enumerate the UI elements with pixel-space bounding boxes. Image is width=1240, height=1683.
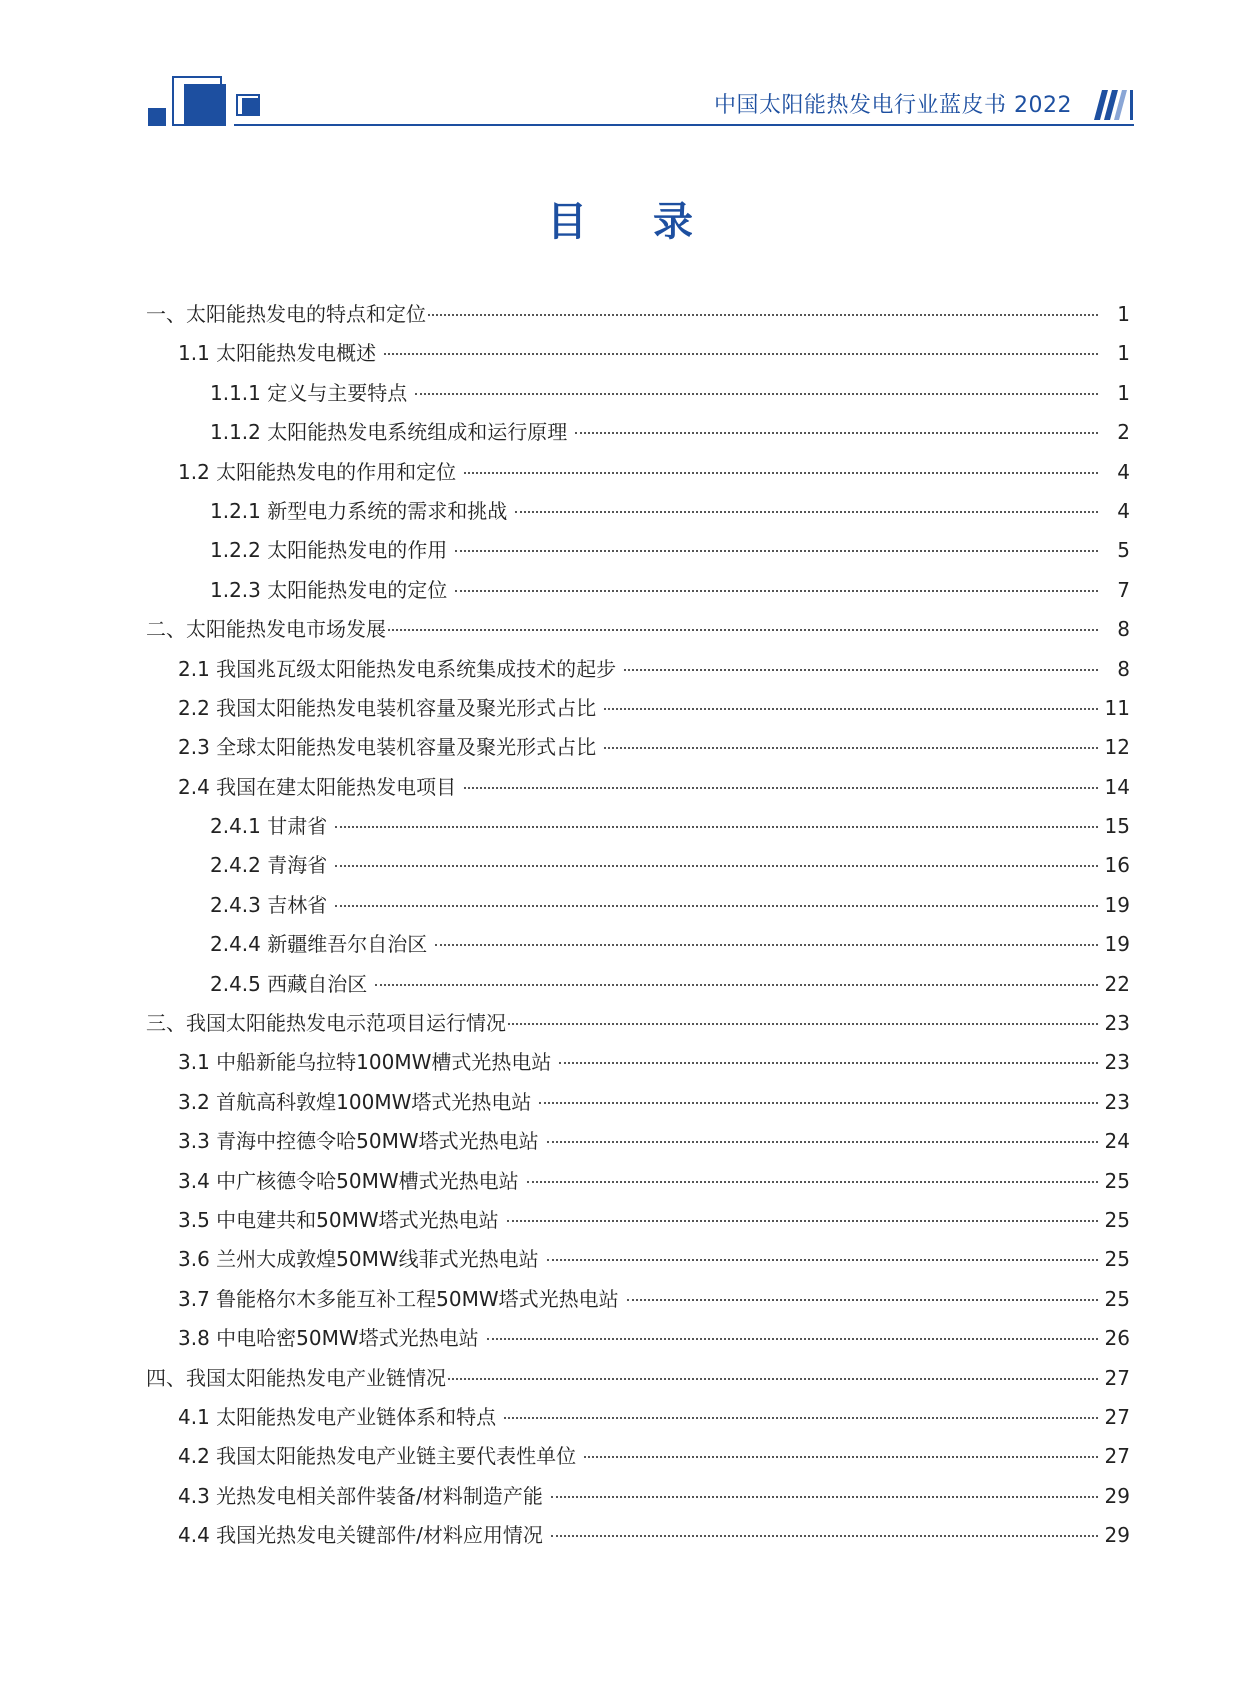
- toc-entry[interactable]: [146, 1283, 1130, 1322]
- dot-leader: [335, 864, 1098, 867]
- toc-entry-label: 3.2 首航高科敦煌100MW塔式光热电站: [178, 1089, 532, 1114]
- toc-entry-label: 3.8 中电哈密50MW塔式光热电站: [178, 1326, 479, 1351]
- toc-entry[interactable]: [146, 1401, 1130, 1440]
- dot-leader: [335, 904, 1098, 907]
- toc-entry-page-number: 19: [1104, 932, 1130, 957]
- toc-entry-page-number: 29: [1104, 1523, 1130, 1548]
- toc-entry[interactable]: [146, 298, 1130, 337]
- toc-entry-page-number: 15: [1104, 814, 1130, 839]
- dot-leader: [507, 1219, 1098, 1222]
- toc-entry-page-number: 14: [1104, 774, 1130, 799]
- toc-entry-page-number: 12: [1104, 735, 1130, 760]
- dot-leader: [547, 1258, 1098, 1261]
- dot-leader: [551, 1495, 1098, 1498]
- dot-leader: [415, 392, 1098, 395]
- toc-entry[interactable]: [146, 1243, 1130, 1282]
- toc-entry-label: 1.2.3 太阳能热发电的定位: [210, 577, 448, 602]
- toc-entry-label: 二、太阳能热发电市场发展: [146, 617, 386, 642]
- toc-entry-page-number: 11: [1104, 695, 1130, 720]
- toc-entry[interactable]: [146, 849, 1130, 888]
- dot-leader: [539, 1101, 1098, 1104]
- toc-entry-page-number: 1: [1117, 302, 1130, 326]
- dot-leader: [508, 1022, 1098, 1025]
- toc-entry-page-number: 8: [1117, 617, 1130, 642]
- toc-entry-page-number: 4: [1117, 498, 1130, 523]
- toc-entry-label: 4.1 太阳能热发电产业链体系和特点: [178, 1404, 497, 1429]
- dot-leader: [435, 943, 1098, 946]
- toc-entry-label: 3.3 青海中控德令哈50MW塔式光热电站: [178, 1129, 539, 1154]
- dot-leader: [584, 1455, 1098, 1458]
- toc-entry[interactable]: [146, 653, 1130, 692]
- toc-entry-page-number: 5: [1117, 538, 1130, 563]
- toc-entry-page-number: 25: [1104, 1168, 1130, 1193]
- toc-entry-label: 1.2.1 新型电力系统的需求和挑战: [210, 498, 508, 523]
- toc-entry[interactable]: [146, 1165, 1130, 1204]
- toc-entry-page-number: 16: [1104, 853, 1130, 878]
- toc-entry-label: 3.5 中电建共和50MW塔式光热电站: [178, 1207, 499, 1232]
- header-rule: [234, 124, 1134, 126]
- toc-entry-label: 3.6 兰州大成敦煌50MW线菲式光热电站: [178, 1247, 539, 1272]
- toc-entry-label: 2.4.4 新疆维吾尔自治区: [210, 932, 428, 957]
- toc-entry-label: 2.4.5 西藏自治区: [210, 971, 368, 996]
- toc-entry-page-number: 8: [1117, 656, 1130, 681]
- toc-entry-label: 2.2 我国太阳能热发电装机容量及聚光形式占比: [178, 695, 597, 720]
- dot-leader: [384, 352, 1098, 355]
- dot-leader: [455, 549, 1098, 552]
- toc-entry[interactable]: [146, 731, 1130, 770]
- dot-leader: [487, 1337, 1098, 1340]
- toc-entry-label: 2.4 我国在建太阳能热发电项目: [178, 774, 457, 799]
- toc-entry[interactable]: [146, 889, 1130, 928]
- toc-entry-label: 2.1 我国兆瓦级太阳能热发电系统集成技术的起步: [178, 656, 617, 681]
- toc-entry-page-number: 1: [1117, 380, 1130, 405]
- dot-leader: [464, 786, 1098, 789]
- dot-leader: [455, 589, 1098, 592]
- toc-entry[interactable]: [146, 1086, 1130, 1125]
- dot-leader: [627, 1298, 1098, 1301]
- dot-leader: [388, 628, 1098, 631]
- dot-leader: [604, 746, 1098, 749]
- dot-leader: [527, 1180, 1098, 1183]
- toc-entry[interactable]: [146, 771, 1130, 810]
- toc-entry-page-number: 23: [1104, 1089, 1130, 1114]
- toc-entry-page-number: 29: [1104, 1483, 1130, 1508]
- dot-leader: [551, 1534, 1098, 1537]
- toc-entry[interactable]: [146, 1440, 1130, 1479]
- toc-entry-label: 2.4.3 吉林省: [210, 892, 328, 917]
- toc-entry[interactable]: [146, 1046, 1130, 1085]
- toc-entry-page-number: 7: [1117, 577, 1130, 602]
- header-title: 中国太阳能热发电行业蓝皮书 2022: [714, 93, 1072, 118]
- toc-entry[interactable]: [146, 1519, 1130, 1558]
- toc-entry-page-number: 23: [1104, 1011, 1130, 1036]
- toc-entry-page-number: 27: [1104, 1365, 1130, 1390]
- toc-entry-page-number: 4: [1117, 459, 1130, 484]
- toc-entry[interactable]: [146, 574, 1130, 613]
- toc-entry-label: 1.1.1 定义与主要特点: [210, 380, 408, 405]
- dot-leader: [375, 983, 1098, 986]
- dot-leader: [624, 668, 1098, 671]
- toc-entry-label: 三、我国太阳能热发电示范项目运行情况: [146, 1011, 506, 1036]
- logo-square-right: [242, 98, 260, 114]
- toc-entry-label: 4.4 我国光热发电关键部件/材料应用情况: [178, 1523, 543, 1548]
- toc-entry[interactable]: [146, 1125, 1130, 1164]
- toc-entry-label: 2.3 全球太阳能热发电装机容量及聚光形式占比: [178, 735, 597, 760]
- dot-leader: [559, 1061, 1098, 1064]
- toc-entry-page-number: 2: [1117, 420, 1130, 445]
- toc-entry[interactable]: [146, 1362, 1130, 1401]
- page-header: [0, 0, 1240, 140]
- toc-entry[interactable]: [146, 337, 1130, 376]
- toc-entry-label: 2.4.2 青海省: [210, 853, 328, 878]
- toc-entry-page-number: 22: [1104, 971, 1130, 996]
- dot-leader: [604, 707, 1098, 710]
- logo-square-small: [148, 108, 166, 126]
- dot-leader: [547, 1140, 1098, 1143]
- toc-entry-label: 1.1 太阳能热发电概述: [178, 341, 377, 366]
- toc-entry-page-number: 25: [1104, 1247, 1130, 1272]
- toc-entry[interactable]: [146, 1007, 1130, 1046]
- toc-entry-label: 1.1.2 太阳能热发电系统组成和运行原理: [210, 420, 568, 445]
- toc-entry-label: 四、我国太阳能热发电产业链情况: [146, 1365, 446, 1390]
- toc-entry-page-number: 25: [1104, 1286, 1130, 1311]
- toc-entry[interactable]: [146, 613, 1130, 652]
- toc-entry-page-number: 19: [1104, 892, 1130, 917]
- toc-entry-label: 一、太阳能热发电的特点和定位: [146, 302, 426, 326]
- toc-entry-label: 1.2 太阳能热发电的作用和定位: [178, 459, 457, 484]
- slash-decoration-icon: [1086, 90, 1134, 120]
- toc-entry-page-number: 25: [1104, 1207, 1130, 1232]
- toc-entry[interactable]: [146, 416, 1130, 455]
- toc-entry[interactable]: [146, 456, 1130, 495]
- toc-entry-label: 4.2 我国太阳能热发电产业链主要代表性单位: [178, 1444, 577, 1469]
- toc-entry[interactable]: [146, 810, 1130, 849]
- toc-entry-label: 2.4.1 甘肃省: [210, 814, 328, 839]
- toc-entry[interactable]: [146, 534, 1130, 573]
- dot-leader: [448, 1377, 1098, 1380]
- dot-leader: [335, 825, 1098, 828]
- dot-leader: [464, 471, 1098, 474]
- toc-entry-page-number: 27: [1104, 1444, 1130, 1469]
- toc-entry[interactable]: [146, 495, 1130, 534]
- toc-entry-label: 3.7 鲁能格尔木多能互补工程50MW塔式光热电站: [178, 1286, 619, 1311]
- dot-leader: [504, 1416, 1098, 1419]
- toc-entry[interactable]: [146, 968, 1130, 1007]
- toc-entry-page-number: 23: [1104, 1050, 1130, 1075]
- toc-title: 目 录: [547, 199, 719, 245]
- toc-entry-label: 3.1 中船新能乌拉特100MW槽式光热电站: [178, 1050, 552, 1075]
- toc-entry[interactable]: [146, 1322, 1130, 1361]
- toc-entry-label: 4.3 光热发电相关部件装备/材料制造产能: [178, 1483, 543, 1508]
- dot-leader: [515, 510, 1098, 513]
- toc-entry[interactable]: [146, 377, 1130, 416]
- toc-entry[interactable]: [146, 1204, 1130, 1243]
- toc-entry-label: 3.4 中广核德令哈50MW槽式光热电站: [178, 1168, 519, 1193]
- toc-entry-page-number: 27: [1104, 1404, 1130, 1429]
- toc-entry[interactable]: [146, 692, 1130, 731]
- toc-entry-page-number: 1: [1117, 341, 1130, 366]
- toc-entry-page-number: 24: [1104, 1129, 1130, 1154]
- dot-leader: [428, 313, 1098, 316]
- table-of-contents: [146, 298, 1130, 1559]
- logo-square-large: [184, 84, 226, 126]
- toc-entry-page-number: 26: [1104, 1326, 1130, 1351]
- toc-entry-label: 1.2.2 太阳能热发电的作用: [210, 538, 448, 563]
- toc-entry[interactable]: [146, 1480, 1130, 1519]
- toc-entry[interactable]: [146, 928, 1130, 967]
- dot-leader: [575, 431, 1098, 434]
